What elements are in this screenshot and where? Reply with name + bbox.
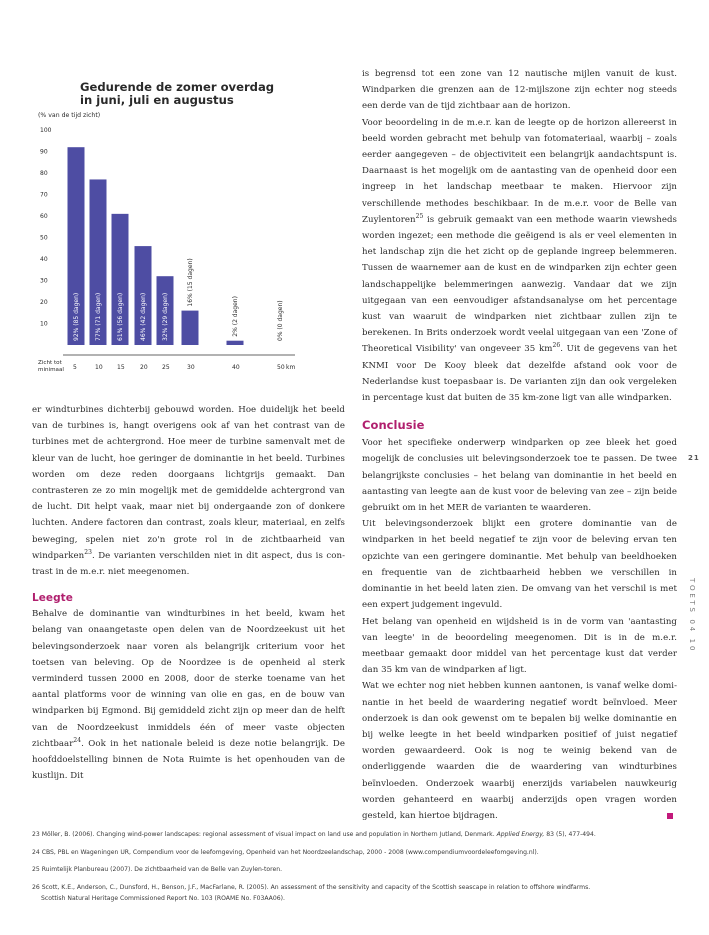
visibility-bar-chart — [0, 0, 345, 380]
x-tick-label: 20 — [140, 364, 148, 371]
chart-xlabel-line1: Zicht tot — [38, 360, 62, 366]
page-number: 21 — [688, 454, 700, 462]
y-tick-label: 100 — [40, 127, 52, 134]
chart-ylabel: (% van de tijd zicht) — [38, 112, 101, 119]
right-column — [362, 66, 677, 824]
bar-value-label: 0% (0 dagen) — [277, 300, 284, 341]
footnote-ref-23[interactable]: 23 — [84, 548, 92, 556]
bar-value-label: 16% (15 dagen) — [187, 258, 194, 307]
y-tick-label: 40 — [40, 256, 48, 263]
y-tick-label: 90 — [40, 148, 48, 156]
y-tick-label: 60 — [40, 213, 48, 220]
bar-40km — [227, 341, 244, 345]
footnote-ref-24[interactable]: 24 — [73, 736, 82, 744]
footnote-ref-25[interactable]: 25 — [415, 212, 424, 220]
chart-subtitle: in juni, juli en augustus — [80, 93, 234, 107]
footnote-ref-26[interactable]: 26 — [552, 342, 561, 350]
conclusie-paragraph-1: Voor het specifieke onderwerp windparken op zee bleek het goed mogelijk de conclusies uit belevingsonderzoek toe te passen. De twee belangrijkste conclusies – het belang van dominantie in het beeld en aantasting van leegte aan de kust voor de beleving van zee – zijn beide gebruikt om in het MER de varianten te waarderen. — [362, 438, 677, 514]
leegte-paragraph: Behalve de dominantie van windturbines in het beeld, kwam het belang van onaangetaste open delen van de Noordzeekust uit het belevingsonderzoek naar voren als belangrijk criterium voor het toetsen van beleving. Op de Noordzee is de openheid al sterk verminderd tussen 2000 en 2008, door de sterke toename van het aantal platforms voor de winning van olie en gas, en de bouw van windparken bij Egmond. Bij gemiddeld zicht zijn op meer dan de helft van de Noordzeekust inmiddels één of meer vaste objecten zichtbaar$^{24}$. Ook in het nationale beleid is deze notie belangrijk. De hoofddoelstelling binnen de Nota Ruimte is het openhouden van de kustlijn. Dit — [32, 609, 345, 782]
right-paragraph-2: Voor beoordeling in de m.e.r. kan de leegte op de horizon allereerst in beeld worden gebracht met behulp van fotomateriaal, waarbij – zoals eerder aangegeven – de objectiviteit een belangrijk aandachtspunt is. Daarnaast is het mogelijk om de aantasting van de openheid door een ingreep in het landschap meetbaar te maken. Hiervoor zijn verschillende methodes beschikbaar. In de m.e.r. voor de Belle van Zuylentoren$^{25}$ is gebruik gemaakt van een methode waarin viewsheds worden ingezet; een methode die geëigend is als er veel elementen in het landschap zijn die het zicht op de geplande ingreep belemmeren. Tussen de waarnemer aan de kust en de windparken zijn echter geen landschappelijke belemmeringen aanwezig. Vandaar dat we zijn uitgegaan van een eenvoudiger afstandsanalyse om het percentage kust van waaruit de windparken niet zichtbaar zullen zijn te berekenen. In Brits onderzoek wordt veelal uitgegaan van een 'Zone of Theoretical Visibility' van ongeveer 35 $km^{26}$. Uit de gegevens van het KNMI voor De Kooy bleek dat dezelfde afstand ook voor de Nederlandse kust toepasbaar is. De varianten zijn dan ook vergeleken in percentage kust dat buiten de 35 km-zone ligt van alle windparken. — [362, 117, 677, 404]
conclusie-paragraph-3: Het belang van openheid en wijdsheid is in de vorm van 'aantasting van leegte' in de beoordeling meegenomen. Dit is in de m.e.r. meetbaar gemaakt door middel van het percentage kust dat verder dan 35 km van de windparken af ligt. — [362, 616, 677, 676]
bar-value-label: 92% (85 dagen) — [73, 292, 80, 341]
conclusie-paragraph-4: Wat we echter nog niet hebben kunnen aantonen, is vanaf welke dominantie in het beeld de waardering negatief wordt beïnvloed. Meer onderzoek is dan ook gewenst om te bepalen bij welke dominantie en bij welke leegte in het beeld windparken positief of juist negatief worden gewaardeerd. Ook is nog te weinig bekend van de onderliggende waarden die de waardering van windturbines beïnvloeden. Onderzoek waarbij enerzijds variabelen nauwkeurig worden gehanteerd en waarbij anderzijds open vragen worden gesteld, kan hiertoe bijdragen. — [362, 681, 677, 821]
conclusie-heading: Conclusie — [362, 418, 425, 433]
leegte-heading: Leegte — [32, 592, 73, 605]
bar-30km — [182, 311, 199, 345]
chart-xlabel-line2: minimaal — [38, 367, 64, 373]
y-tick-label: 10 — [40, 320, 48, 328]
bar-value-label: 2% (2 dagen) — [232, 296, 239, 337]
footnote-23: 23 Möller, B. (2006). Changing wind-power landscapes: regional assessment of visual impact on land use and population in Northern Jutland, Denmark. Applied Energy, 83 (5), 477-494. — [32, 831, 596, 838]
left-column — [32, 402, 345, 784]
footnote-26: 26 Scott, K.E., Anderson, C., Dunsford, H., Benson, J.F., MacFarlane, R. (2005). An assessment of the sensitivity and capacity of the Scottish seascape in relation to offshore windfarms. — [32, 883, 591, 891]
end-of-article-mark — [667, 813, 673, 819]
x-unit-label: km — [286, 364, 296, 371]
y-tick-label: 80 — [40, 170, 48, 177]
footnote-25: 25 Ruimtelijk Planbureau (2007). De zichtbaarheid van de Belle van Zuylen-toren. — [32, 866, 283, 873]
y-tick-label: 70 — [40, 191, 48, 199]
x-tick-label: 15 — [117, 364, 125, 371]
right-paragraph-1: is begrensd tot een zone van 12 nautische mijlen vanuit de kust. Windparken die grenzen aan de 12-mijlszone zijn echter nog steeds een derde van de tijd zichtbaar aan de horizon. — [362, 69, 677, 112]
x-tick-label: 25 — [162, 364, 170, 371]
bar-value-label: 61% (56 dagen) — [117, 292, 124, 341]
chart-title: Gedurende de zomer overdag — [80, 80, 275, 94]
x-tick-label: 5 — [73, 364, 77, 371]
x-tick-label: 10 — [95, 364, 103, 371]
bar-value-label: 46% (42 dagen) — [140, 292, 147, 341]
footnote-26-continued: Scottish Natural Heritage Commissioned Report No. 103 (ROAME No. F03AA06). — [41, 894, 285, 902]
x-tick-label: 30 — [187, 364, 195, 371]
y-tick-label: 50 — [40, 234, 48, 242]
bar-value-label: 32% (29 dagen) — [162, 292, 169, 341]
footnotes — [32, 831, 682, 907]
y-tick-label: 20 — [40, 299, 48, 306]
x-tick-label: 40 — [232, 364, 240, 371]
y-tick-label: 30 — [40, 277, 48, 285]
bar-value-label: 77% (71 dagen) — [95, 292, 102, 341]
journal-running-title: TOETS 04 10 — [688, 578, 697, 654]
x-tick-label: 50 — [277, 364, 285, 371]
left-paragraph-1: er windturbines dichterbij gebouwd worden. Hoe duidelijk het beeld van de turbines is, hangt overigens ook af van het contrast van de turbines met de achtergrond. Hoe meer de turbine samenvalt met de kleur van de lucht, hoe geringer de dominantie in het beeld. Turbines worden om deze reden doorgaans lichtgrijs gemaakt. Dan contrasteren ze zo min mogelijk met de gemiddelde achtergrond van de lucht. Dit helpt vaak, maar niet bij ondergaande zon of donkere luchten. Andere factoren dan contrast, zoals kleur, materiaal, en zelfs beweging, spelen niet zo'n grote rol in de zichtbaarheid van windparken$^{23}$. De varianten verschilden niet in dit aspect, dus is contrast in de m.e.r. niet meegenomen. — [32, 405, 345, 578]
footnote-24: 24 CBS, PBL en Wageningen UR, Compendium voor de leefomgeving, Openheid van het Noordzeelandschap, 2000 - 2008 (www.compendiumvoordeleefomgeving.nl). — [32, 848, 539, 856]
conclusie-paragraph-2: Uit belevingsonderzoek blijkt een grotere dominantie van de windparken in het beeld negatief te zijn voor de beleving ervan ten opzichte van een geringere dominantie. Met behulp van beeldhoeken en frequentie van de zichtbaarheid hebben we verschillen in dominantie in het beeld laten zien. De omvang van het verschil is met een expert judgement ingevuld. — [362, 519, 677, 611]
